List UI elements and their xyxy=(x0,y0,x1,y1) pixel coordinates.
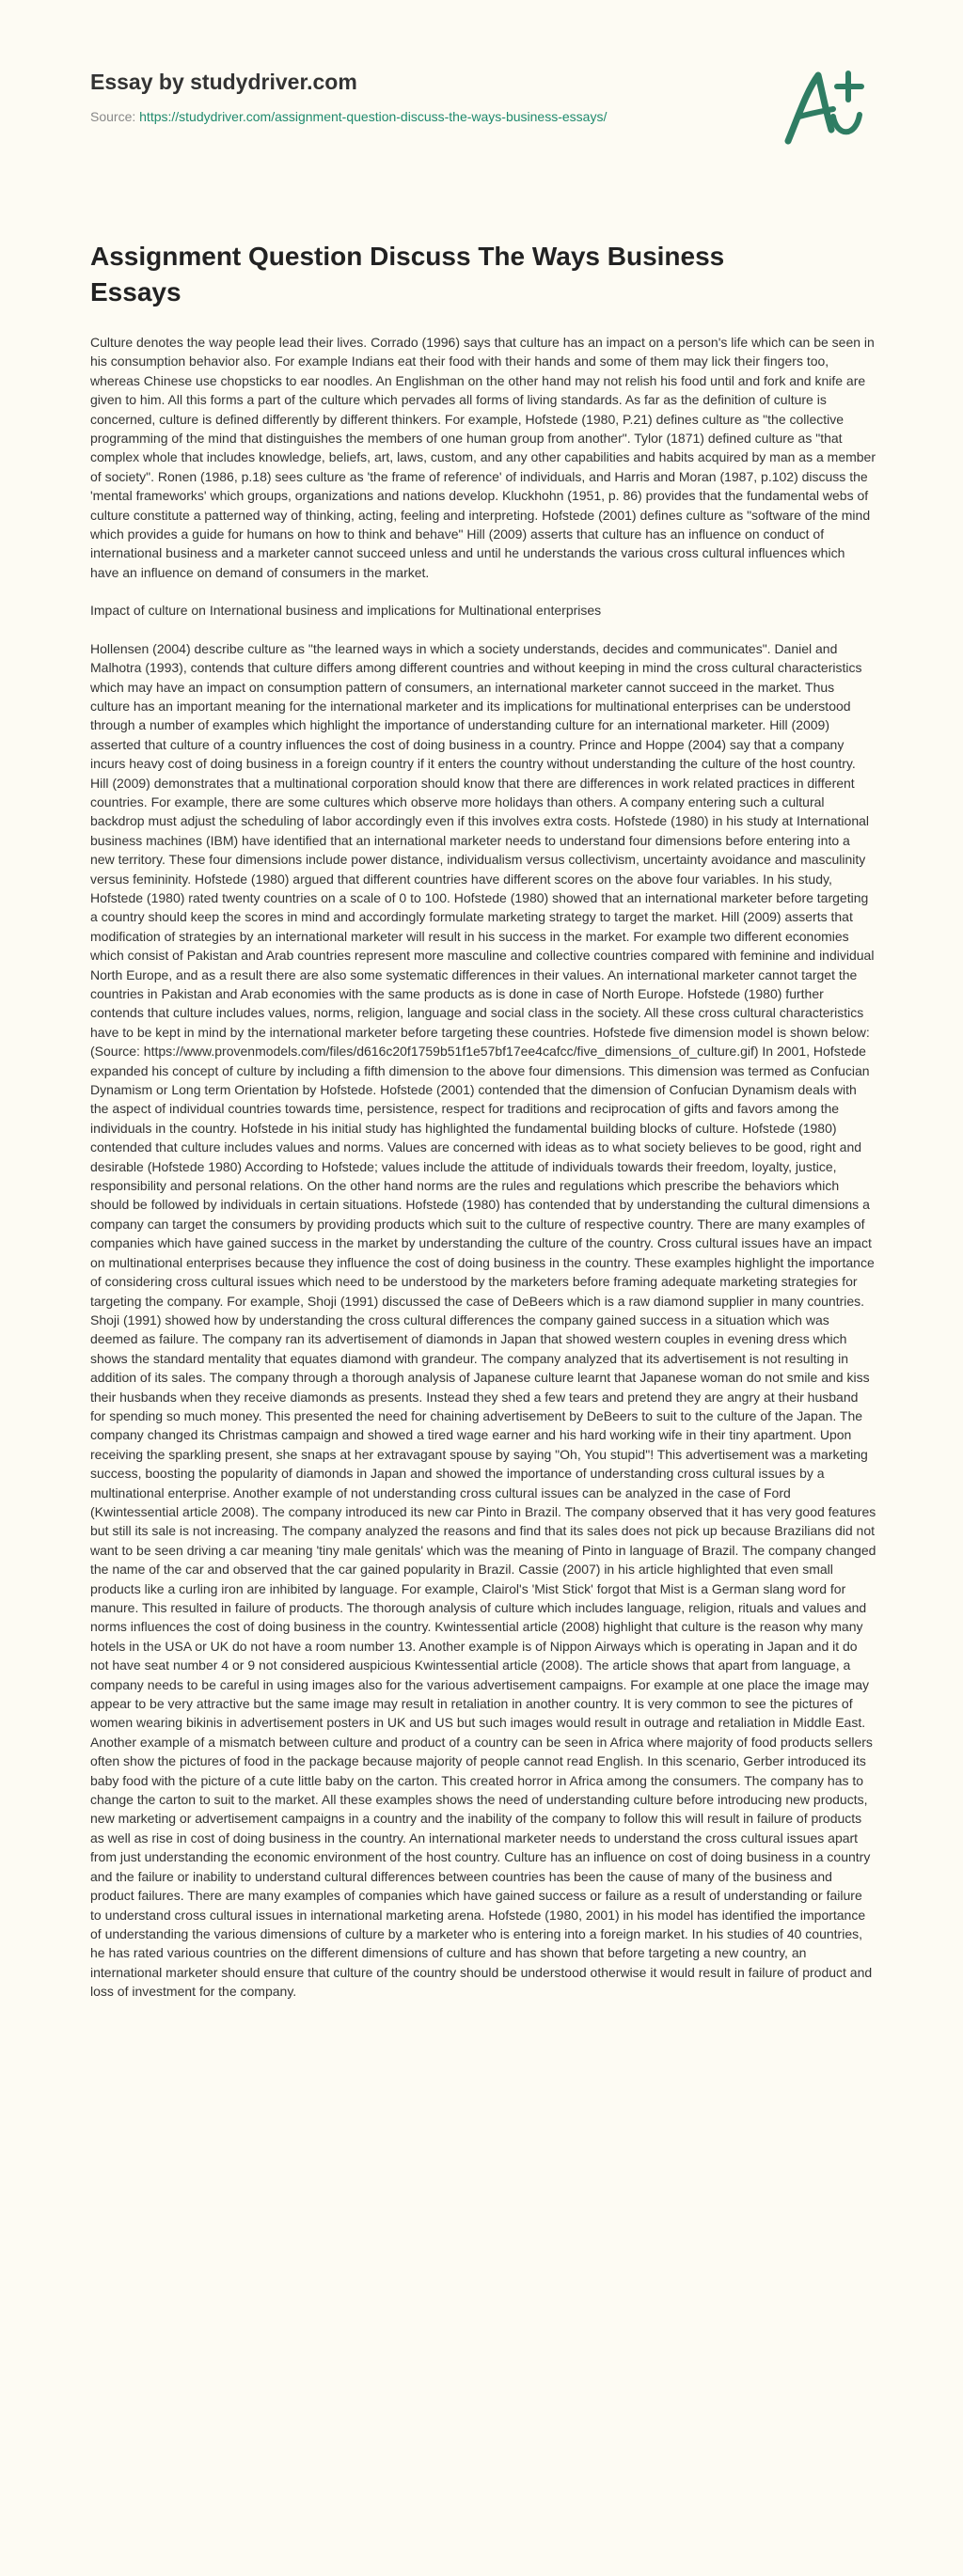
paragraph-body: Hollensen (2004) describe culture as "the learned ways in which a society understands, decides and communicates". Daniel and Malhotra (1993), contends that culture differs among different countries and without keeping in mind the cross cultural characteristics which may have an impact on consumption pattern of consumers, an international marketer cannot succeed in the market. Thus culture has an important meaning for the international marketer and its implications for multinational enterprises can be understood through a number of examples which highlight the importance of understanding culture for an international marketer. Hill (2009) asserted that culture of a country influences the cost of doing business in a country. Prince and Hoppe (2004) say that a company incurs heavy cost of doing business in a foreign country if it enters the country without understanding the culture of the host country. Hill (2009) demonstrates that a multinational corporation should know that there are differences in work related practices in different countries. For example, there are some cultures which observe more holidays than others. A company entering such a cultural backdrop must adjust the scheduling of labor accordingly even if this involves extra costs. Hofstede (1980) in his study at International business machines (IBM) have identified that an international marketer needs to understand four dimensions before entering into a new territory. These four dimensions include power distance, individualism versus collectivism, uncertainty avoidance and masculinity versus femininity. Hofstede (1980) argued that different countries have different scores on the above four variables. In his study, Hofstede (1980) rated twenty countries on a scale of 0 to 100. Hofstede (1980) showed that an international marketer before targeting a country should keep the scores in mind and accordingly formulate marketing strategy to target the market. Hill (2009) asserts that modification of strategies by an international marketer will result in his success in the market. For example two different economies which consist of Pakistan and Arab countries represent more masculine and collective countries compared with feminine and individual North Europe, and as a result there are also some systematic differences in their values. An international marketer cannot target the countries in Pakistan and Arab economies with the same products as is done in case of North Europe. Hofstede (1980) further contends that culture includes values, norms, religion, language and social class in the society. All these cross cultural characteristics have to be kept in mind by the international marketer before targeting these countries. Hofstede five dimension model is shown below: (Source: https://www.provenmodels.com/files/d616c20f1759b51f1e57bf17ee4cafcc/five_dimensions_of_culture.gif) In 2001, Hofstede expanded his concept of culture by including a fifth dimension to the above four dimensions. This dimension was termed as Confucian Dynamism or Long term Orientation by Hofstede. Hofstede (2001) contended that the dimension of Confucian Dynamism deals with the aspect of individual countries towards time, persistence, respect for traditions and reciprocation of gifts and favors among the individuals in the country. Hofstede in his initial study has highlighted the fundamental building blocks of culture. Hofstede (1980) contended that culture includes values and norms. Values are concerned with ideas as to what society believes to be good, right and desirable (Hofstede 1980) According to Hofstede; values include the attitude of individuals towards their freedom, loyalty, justice, responsibility and personal relations. On the other hand norms are the rules and regulations which prescribe the behaviors which should be followed by individuals in certain situations. Hofstede (1980) has contended that by understanding the cultural dimensions a company can target the consumers by providing products which suit to the culture of respective country. There are many examples of companies which have gained success in the market by understanding the culture of the country. Cross cultural issues have an impact on multinational enterprises because they influence the cost of doing business in the country. These examples highlight the importance of considering cross cultural issues which need to be understood by the marketers before framing adequate marketing strategies for targeting the company. For example, Shoji (1991) discussed the case of DeBeers which is a raw diamond supplier in many countries. Shoji (1991) showed how by understanding the cross cultural differences the company gained success in a situation which was deemed as failure. The company ran its advertisement of diamonds in Japan that showed western couples in evening dress which shows the standard mentality that equates diamond with grandeur. The company analyzed that its advertisement is not resulting in addition of its sales. The company through a thorough analysis of Japanese culture learnt that Japanese woman do not smile and kiss their husbands when they receive diamonds as presents. Instead they shed a few tears and pretend they are angry at their husband for spending so much money. This presented the need for chaining advertisement by DeBeers to suit to the culture of the Japan. The company changed its Christmas campaign and showed a tired wage earner and his hard working wife in their tiny apartment. Upon receiving the sparkling present, she snaps at her extravagant spouse by saying "Oh, You stupid"! This advertisement was a marketing success, boosting the popularity of diamonds in Japan and showed the importance of understanding cross cultural issues by a multinational enterprise. Another example of not understanding cross cultural issues can be analyzed in the case of Ford (Kwintessential article 2008). The company introduced its new car Pinto in Brazil. The company observed that it has very good features but still its sale is not increasing. The company analyzed the reasons and find that its sales does not pick up because Brazilians did not want to be seen driving a car meaning 'tiny male genitals' which was the meaning of Pinto in language of Brazil. The company changed the name of the car and observed that the car gained popularity in Brazil. Cassie (2007) in his article highlighted that even small products like a curling iron are inhibited by language. For example, Clairol's 'Mist Stick' forgot that Mist is a German slang word for manure. This resulted in failure of products. The thorough analysis of culture which includes language, religion, rituals and values and norms influences the cost of doing business in the country. Kwintessential article (2008) highlight that culture is the reason why many hotels in the USA or UK do not have a room number 13. Another example is of Nippon Airways which is operating in Japan and it do not have seat number 4 or 9 not considered auspicious Kwintessential article (2008). The article shows that apart from language, a company needs to be careful in using images also for the various advertisement campaigns. For example at one place the image may appear to be very attractive but the same image may result in retaliation in another country. It is very common to see the pictures of women wearing bikinis in advertisement posters in UK and US but such images would result in outrage and retaliation in Middle East. Another example of a mismatch between culture and product of a country can be seen in Africa where majority of food products sellers often show the pictures of food in the package because majority of people cannot read English. In this scenario, Gerber introduced its baby food with the picture of a cute little baby on the carton. This created horror in Africa among the consumers. The company has to change the carton to suit to the market. All these examples shows the need of understanding culture before introducing new products, new marketing or advertisement campaigns in a country and the inability of the company to follow this will result in failure of products as well as rise in cost of doing business in the country. An international marketer needs to understand the cross cultural issues apart from just understanding the economic environment of the host country. Culture has an influence on cost of doing business in a country and the failure or inability to understand cultural differences between countries has been the cause of many of the business and product failures. There are many examples of companies which have gained success or failure as a result of understanding or failure to understand cross cultural issues in international marketing arena. Hofstede (1980, 2001) in his model has identified the importance of understanding the various dimensions of culture by a marketer who is entering into a foreign market. In his studies of 40 countries, he has rated various countries on the different dimensions of culture and has shown that before targeting a new country, an international marketer should ensure that culture of the country should be understood otherwise it would result in failure of product and loss of investment for the company. xyxy=(90,640,876,2000)
source-label: Source: xyxy=(90,109,140,124)
page-header xyxy=(90,68,880,152)
site-title: Essay by studydriver.com xyxy=(90,70,357,94)
article-title: Assignment Question Discuss The Ways Business Essays xyxy=(90,242,725,306)
source-link[interactable]: https://studydriver.com/assignment-question-discuss-the-ways-business-essays/ xyxy=(139,109,608,124)
studydriver-logo[interactable] xyxy=(775,62,869,156)
paragraph-intro: Culture denotes the way people lead their lives. Corrado (1996) says that culture has an impact on a person's life which can be seen in his consumption behavior also. For example Indians eat their food with their hands and some of them may lick their fingers too, whereas Chinese use chopsticks to ear noodles. An Englishman on the other hand may not relish his food until and fork and knife are given to him. All this forms a part of the culture which pervades all forms of living standards. As far as the definition of culture is concerned, culture is defined differently by different thinkers. For example, Hofstede (1980, P.21) defines culture as "the collective programming of the mind that distinguishes the members of one human group from another". Tylor (1871) defined culture as "that complex whole that includes knowledge, beliefs, art, laws, custom, and any other capabilities and habits acquired by man as a member of society". Ronen (1986, p.18) sees culture as 'the frame of reference' of individuals, and Harris and Moran (1987, p.102) discuss the 'mental frameworks' which groups, organizations and nations develop. Kluckhohn (1951, p. 86) provides that the fundamental webs of culture constitute a patterned way of thinking, acting, feeling and interpreting. Hofstede (2001) defines culture as "software of the mind which provides a guide for humans on how to think and behave" Hill (2009) asserts that culture has an influence on conduct of international business and a marketer cannot succeed unless and until he understands the various cross cultural influences which have an influence on demand of consumers in the market. xyxy=(90,335,876,580)
source-line xyxy=(90,109,880,124)
paragraph-subheading: Impact of culture on International business and implications for Multinational enterprises xyxy=(90,603,602,619)
article xyxy=(90,239,876,2020)
a-plus-logo-icon xyxy=(775,62,869,156)
